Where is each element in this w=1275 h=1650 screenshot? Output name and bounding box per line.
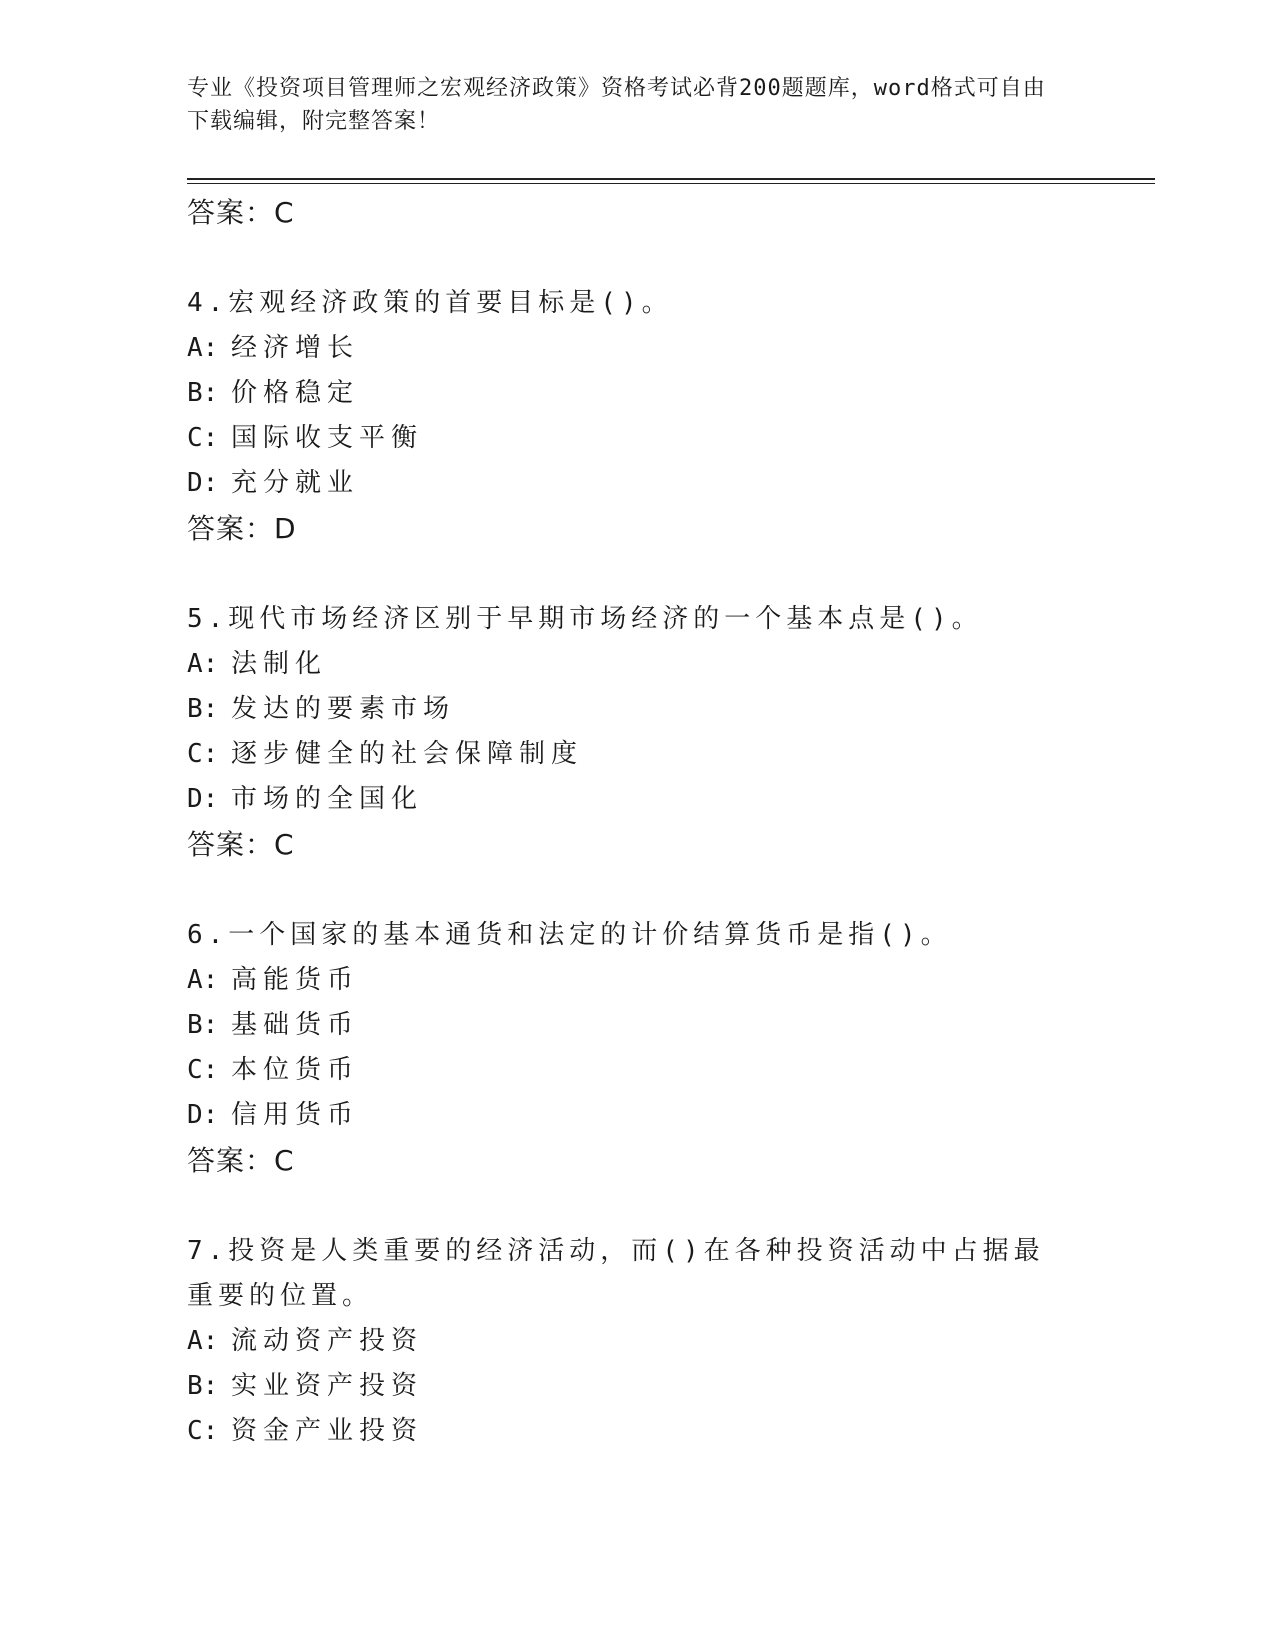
question-7-option-a	[187, 1319, 1087, 1364]
option-text: 实业资产投资	[231, 1371, 424, 1401]
option-key: B:	[187, 378, 219, 408]
question-4-option-c	[187, 416, 1087, 461]
option-key: C:	[187, 1055, 219, 1085]
question-6-option-b	[187, 1003, 1087, 1048]
option-key: B:	[187, 694, 219, 724]
question-4-option-b	[187, 371, 1087, 416]
option-text: 法制化	[231, 649, 328, 679]
question-5-stem: 5.现代市场经济区别于早期市场经济的一个基本点是()。	[187, 604, 983, 634]
question-7-option-b	[187, 1364, 1087, 1409]
header-divider-thin	[187, 183, 1155, 184]
option-text: 国际收支平衡	[231, 423, 424, 453]
option-key: C:	[187, 739, 219, 769]
option-key: D:	[187, 1100, 219, 1130]
option-text: 资金产业投资	[231, 1416, 424, 1446]
question-6-option-c	[187, 1048, 1087, 1093]
question-6-option-d	[187, 1093, 1087, 1138]
question-6-option-a	[187, 958, 1087, 1003]
option-key: C:	[187, 1416, 219, 1446]
option-text: 逐步健全的社会保障制度	[231, 739, 584, 769]
question-4-option-a	[187, 326, 1087, 371]
option-key: A:	[187, 965, 219, 995]
question-4-option-d	[187, 461, 1087, 506]
answer-6: 答案：C	[187, 1144, 295, 1177]
answer-3: 答案：C	[187, 196, 295, 229]
option-text: 充分就业	[231, 468, 360, 498]
question-6-stem: 6.一个国家的基本通货和法定的计价结算货币是指()。	[187, 920, 952, 950]
option-key: A:	[187, 649, 219, 679]
question-5-option-a	[187, 642, 1087, 687]
question-5-option-c	[187, 732, 1087, 777]
option-key: A:	[187, 1326, 219, 1356]
option-text: 高能货币	[231, 965, 360, 995]
option-text: 本位货币	[231, 1055, 360, 1085]
question-5-option-d	[187, 777, 1087, 822]
option-key: D:	[187, 784, 219, 814]
option-text: 信用货币	[231, 1100, 360, 1130]
document-header: 专业《投资项目管理师之宏观经济政策》资格考试必背200题题库，word格式可自由下载编辑，附完整答案！	[187, 76, 1046, 134]
option-key: D:	[187, 468, 219, 498]
question-4-stem: 4.宏观经济政策的首要目标是()。	[187, 288, 673, 318]
question-7-option-c	[187, 1409, 1087, 1454]
option-text: 发达的要素市场	[231, 694, 456, 724]
option-key: B:	[187, 1010, 219, 1040]
option-key: C:	[187, 423, 219, 453]
option-text: 价格稳定	[231, 378, 360, 408]
question-list	[187, 190, 1087, 1454]
question-5-option-b	[187, 687, 1087, 732]
option-text: 流动资产投资	[231, 1326, 424, 1356]
answer-4: 答案：D	[187, 512, 297, 545]
option-text: 基础货币	[231, 1010, 360, 1040]
option-key: A:	[187, 333, 219, 363]
option-key: B:	[187, 1371, 219, 1401]
question-7-stem: 7.投资是人类重要的经济活动，而()在各种投资活动中占据最重要的位置。	[187, 1236, 1045, 1311]
option-text: 经济增长	[231, 333, 360, 363]
answer-5: 答案：C	[187, 828, 295, 861]
option-text: 市场的全国化	[231, 784, 424, 814]
header-divider-thick	[187, 178, 1155, 180]
